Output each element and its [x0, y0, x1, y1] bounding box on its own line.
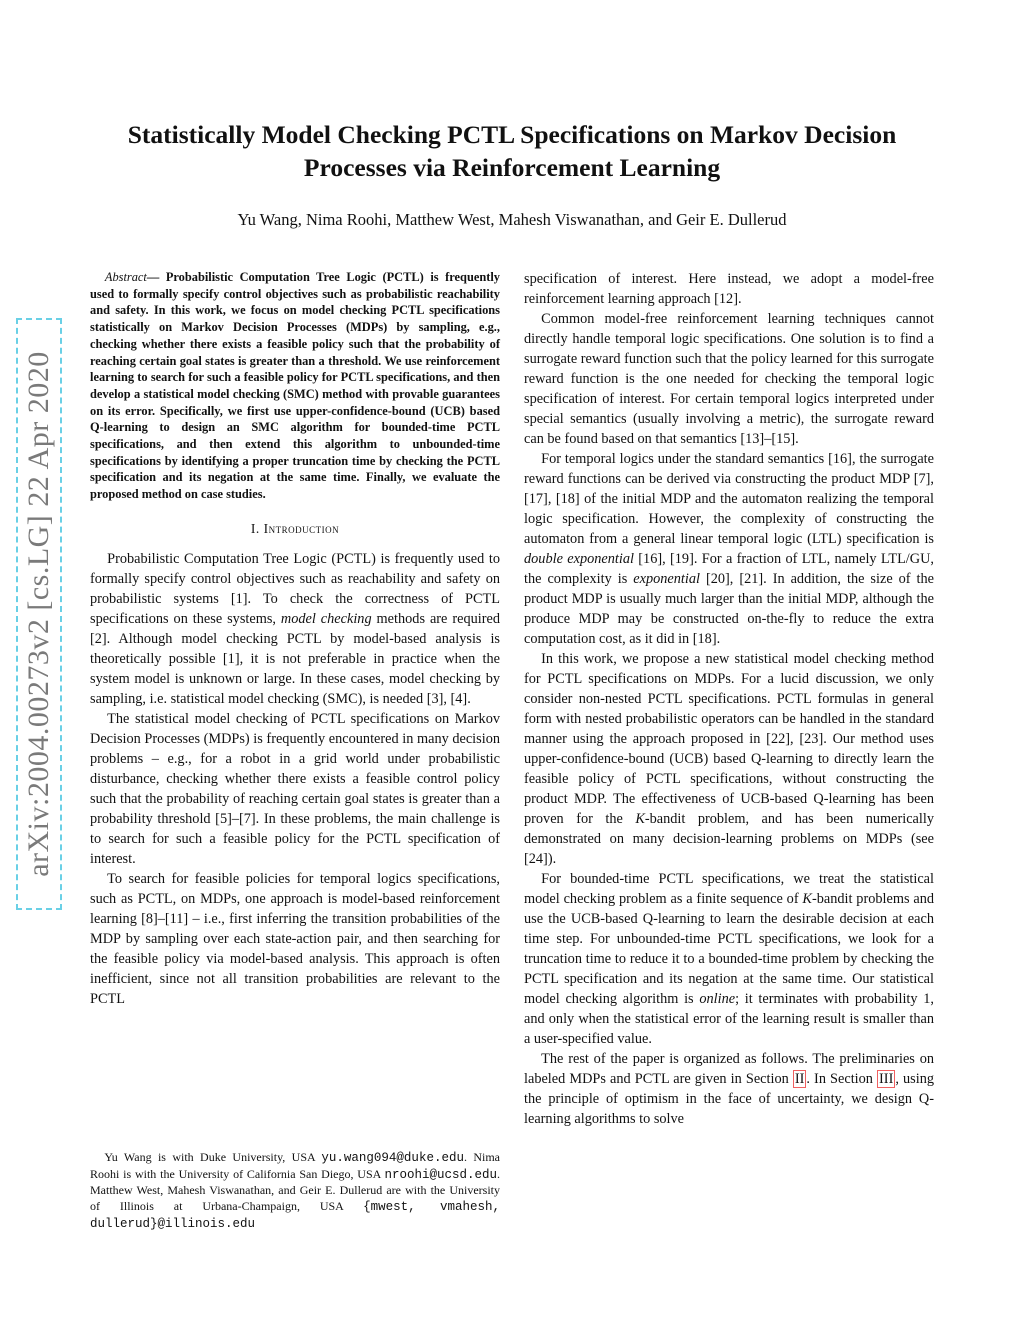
author-affiliation-footnote — [90, 1150, 500, 1233]
intro-paragraph-2: The statistical model checking of PCTL specifications on Markov Decision Processes (MDPs) is frequently encountered in many decision problems – e.g., for a robot in a grid world under probabilistic disturbance, checking whether there exists a feasible control policy such that the probability of reaching certain goal states is greater than a probability threshold [5]–[7]. In these problems, the main challenge is to search for such a feasible policy for the PCTL specification of interest. — [90, 710, 500, 867]
text-run: [16], [19]. For a fraction of LTL, namely LTL/GU, the complexity is — [524, 551, 934, 587]
arxiv-stamp — [16, 318, 62, 910]
emphasis: model checking — [280, 610, 372, 627]
paragraph-surrogate-reward: Common model-free reinforcement learning techniques cannot directly handle temporal logic specifications. One solution is to find a surrogate reward function such that the policy learned for this surrogate reward function is the one needed for checking the temporal logic specification of interest. For certain temporal logics interpreted under special semantics (usually involving a metric), the surrogate reward can be found based on that semantics [13]–[15]. — [524, 311, 934, 447]
email: {mwest, vmahesh, dullerud}@illinois.edu — [90, 1200, 500, 1231]
text-run: For temporal logics under the standard semantics [16], the surrogate reward functions can be derived via constructing the product MDP [7], [17], [18] of the initial MDP and the automaton realizing the temporal logic specification. However, the complexity of constructing the automaton from a general linear temporal logic (LTL) specification is — [524, 451, 934, 547]
math-symbol: K — [802, 891, 812, 907]
section-link[interactable]: III — [879, 1071, 894, 1087]
section-title: Introduction — [263, 520, 340, 536]
text-run: For bounded-time PCTL specifications, we treat the statistical model checking problem as a finite sequence of — [524, 871, 934, 907]
left-column — [90, 269, 500, 1009]
paragraph-organization — [524, 1049, 934, 1129]
paragraph-standard-semantics — [524, 449, 934, 649]
text-run: Yu Wang is with Duke University, USA — [104, 1150, 322, 1164]
text-run: . Matthew West, Mahesh Viswanathan, and Geir E. Dullerud are with the University of Illinois at Urbana-Champaign, USA — [90, 1166, 500, 1214]
abstract — [90, 269, 500, 503]
text-run: -bandit problem, and has been numerically demonstrated on many decision-learning problems on MDPs (see [24]). — [524, 811, 934, 867]
text-run: Probabilistic Computation Tree Logic (PCTL) is frequently used to formally specify control objectives such as reachability and safety on probabilistic systems [1]. To check the correctness of PCTL specifications on these systems, — [90, 550, 500, 627]
section-link[interactable]: II — [794, 1071, 805, 1087]
emphasis: online — [699, 991, 736, 1007]
section-number: I. — [250, 520, 260, 536]
text-run: . Nima Roohi is with the University of California San Diego, USA — [90, 1150, 500, 1181]
text-run: In this work, we propose a new statistical model checking method for PCTL specifications on MDPs. For a lucid discussion, we only consider non-nested PCTL specifications. PCTL formulas in general form with nested probabilistic operators can be handled in the standard manner using the approach proposed in [22], [23]. Our method uses upper-confidence-bound (UCB) based Q-learning to directly learn the feasible policy of PCTL specifications, without constructing the product MDP. The effectiveness of UCB-based Q-learning has been proven for the — [524, 651, 934, 827]
paper-title: Statistically Model Checking PCTL Specifications on Markov Decision Processes via Reinforcement Learning — [127, 120, 897, 182]
text-run: The rest of the paper is organized as follows. The preliminaries on labeled MDPs and PCTL are given in Section — [524, 1051, 934, 1087]
author-list: Yu Wang, Nima Roohi, Matthew West, Mahesh Viswanathan, and Geir E. Dullerud — [237, 210, 787, 229]
emphasis: exponential — [633, 571, 700, 587]
intro-paragraph-3: To search for feasible policies for temporal logics specifications, such as PCTL, on MDPs, one approach is model-based reinforcement learning [8]–[11] – i.e., first inferring the transition probabilities of the MDP by sampling over each state-action pair, and then searching for the feasible policy via model-based analysis. This approach is often inefficient, since not all transition probabilities are relevant to the PCTL — [90, 870, 500, 1007]
text-run: ; it terminates with probability 1, and only when the statistical error of the learning result is smaller than a user-specified value. — [524, 991, 934, 1047]
text-run: [20], [21]. In addition, the size of the product MDP is usually much larger than the initial MDP, although the produce MDP may be constructed on-the-fly to reduce the extra computation cost, as it did in [18]. — [524, 571, 934, 647]
abstract-text: — Probabilistic Computation Tree Logic (PCTL) is frequently used to formally specify control objectives such as probabilistic reachability and safety. In this work, we focus on model checking PCTL specifications statistically on Markov Decision Processes (MDPs) by sampling, e.g., checking whether there exists a feasible policy such that the probability of reaching certain goal states is greater than a threshold. We use reinforcement learning to search for such a feasible policy for PCTL specifications, and then develop a statistical model checking (SMC) method with provable guarantees on its error. Specifically, we first use upper-confidence-bound (UCB) based Q-learning to design an SMC algorithm for bounded-time PCTL specifications, and then extend this algorithm to unbounded-time specifications by identifying a proper truncation time by checking the PCTL specification and its negation at the same time. Finally, we evaluate the proposed method on case studies. — [90, 270, 500, 502]
text-run: -bandit problems and use the UCB-based Q-learning to learn the desirable decision at each time step. For unbounded-time PCTL specifications, we look for a truncation time to reduce it to a bounded-time problem by checking the PCTL specification and its negation at the same time. Our statistical model checking algorithm is — [524, 891, 934, 1007]
paragraph-continued: specification of interest. Here instead, we adopt a model-free reinforcement learning approach [12]. — [524, 271, 934, 307]
email: yu.wang094@duke.edu — [321, 1151, 464, 1165]
math-symbol: K — [635, 811, 645, 827]
email: nroohi@ucsd.edu — [384, 1167, 497, 1182]
abstract-label: Abstract — [104, 270, 147, 284]
text-run: . In Section — [806, 1071, 878, 1087]
text-run: methods are required [2]. Although model checking PCTL by model-based analysis is theoretically possible [1], it is not preferable in practice when the system model is unknown or large. In these cases, model checking by sampling, i.e. statistical model checking (SMC), is needed [3], [4]. — [90, 610, 500, 707]
section-heading-introduction — [90, 521, 500, 537]
intro-paragraph-1 — [90, 549, 500, 709]
emphasis: double exponential — [524, 551, 634, 567]
arxiv-id: arXiv:2004.00273v2 [cs.LG] 22 Apr 2020 — [22, 351, 55, 877]
paragraph-bounded-time — [524, 869, 934, 1049]
text-run: , using the principle of optimism in the face of uncertainty, we design Q-learning algorithms to solve — [524, 1071, 934, 1127]
paragraph-this-work — [524, 649, 934, 869]
right-column — [524, 269, 934, 1129]
